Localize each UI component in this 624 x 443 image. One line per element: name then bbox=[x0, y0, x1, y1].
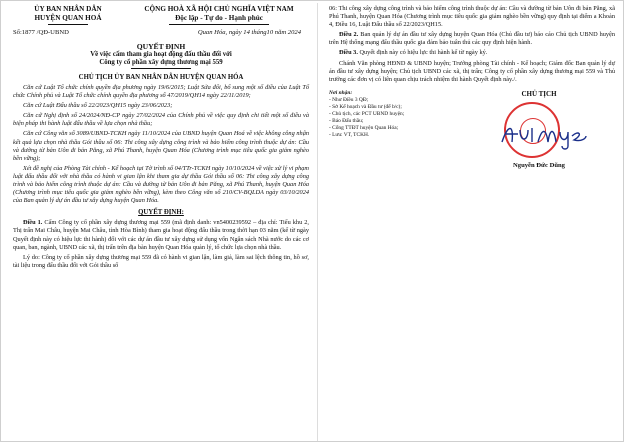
nation-line-2: Độc lập - Tự do - Hạnh phúc bbox=[175, 14, 263, 22]
article-1-text: Cấm Công ty cổ phần xây dựng thương mại 559 (mã định danh: vn5400239592 – địa chỉ: Tiểu khu 2, Thị trấn Mai Châu, huyện Mai Châu, tỉnh Hòa Bình) tham gia hoạt động đấu thầu trong thời hạn 03 năm (kể từ ngày Quyết định này có hiệu lực thi hành) đối với các dự án đầu tư xây dựng sử dụng vốn Ngân sách Nhà nước do các cơ quan, ban, ngành, UBND các xã, thị trấn trên địa bàn huyện Quan Hóa quản lý, tổ chức lựa chọn nhà thầu. bbox=[13, 219, 309, 251]
document-subtitle-2: Công ty cổ phần xây dựng thương mại 559 bbox=[99, 59, 223, 66]
recipients-header: Nơi nhận: bbox=[329, 89, 353, 96]
subtitle-underline bbox=[131, 68, 191, 69]
recipient-item: - Lưu: VT, TCKH. bbox=[329, 131, 370, 138]
signature-block bbox=[464, 90, 614, 169]
handwritten-signature bbox=[498, 120, 588, 150]
motto-underline bbox=[169, 24, 269, 25]
article-3-label: Điều 3. bbox=[339, 49, 358, 57]
recipients-list bbox=[329, 90, 464, 169]
article-1 bbox=[13, 219, 309, 251]
place-date: Quan Hóa, ngày 14 tháng10 năm 2024 bbox=[197, 29, 301, 36]
signer-name: Nguyễn Đức Dũng bbox=[513, 161, 565, 169]
legal-basis-1: Căn cứ Luật Tổ chức chính quyền địa phương ngày 19/6/2015; Luật Sửa đổi, bổ sung một số điều của Luật Tổ chức Chính phủ và Luật Tổ chức chính quyền địa phương số 47/2019/QH14 ngày 22/11/2019; bbox=[13, 84, 309, 100]
reason-paragraph: Lý do: Công ty cổ phần xây dựng thương mại 559 đã có hành vi gian lận, làm giả, làm sai lệch thông tin, hồ sơ, tài liệu trong đấu thầu đối với Gói thầu số bbox=[13, 253, 309, 269]
article-3 bbox=[329, 49, 615, 57]
legal-basis-2: Căn cứ Luật Đấu thầu số 22/2023/QH15 ngày 23/06/2023; bbox=[23, 102, 173, 110]
decision-heading: QUYẾT ĐỊNH: bbox=[138, 209, 184, 217]
article-2 bbox=[329, 31, 615, 47]
document-meta bbox=[13, 29, 309, 36]
continued-paragraph: 06: Thi công xây dựng công trình và bảo hiểm công trình thuộc dự án: Cầu và đường từ bản Uôn đi bản Păng, xã Phú Thanh, huyện Quan Hóa (Chương trình mục tiêu quốc gia giảm nghèo bền vững) quy định tại điểm a Khoản 4, Điều 16, Luật Đấu thầu số 22/2023/QH15. bbox=[329, 5, 615, 29]
document-subtitle-1: Về việc cấm tham gia hoạt động đấu thầu đối với bbox=[90, 51, 232, 58]
agency-line-1: ỦY BAN NHÂN DÂN bbox=[34, 5, 102, 13]
recipient-item: - Chủ tịch, các PCT UBND huyện; bbox=[329, 110, 405, 117]
legal-basis-4: Căn cứ Công văn số 3089/UBND-TCKH ngày 11/10/2024 của UBND huyện Quan Hoá về việc không công nhận kết quả lựa chọn nhà thầu Gói thầu số 06: Thi công xây dựng công trình và bảo hiểm công trình thuộc dự án: Cầu và đường từ bản Uôn đi bản Păng, xã Phú Thanh, huyện Quan Hóa (Chương trình mục tiêu quốc gia giảm nghèo bền vững); bbox=[13, 130, 309, 162]
article-3-text: Quyết định này có hiệu lực thi hành kể từ ngày ký. bbox=[357, 49, 488, 57]
document-footer bbox=[329, 90, 615, 169]
document-title: QUYẾT ĐỊNH bbox=[136, 42, 186, 51]
recipient-item: - Sở Kế hoạch và Đầu tư (để b/c); bbox=[329, 103, 402, 110]
issuing-agency bbox=[13, 5, 123, 25]
article-2-text: Ban quản lý dự án đầu tư xây dựng huyện Quan Hóa (Chủ đầu tư) báo cáo Chủ tịch UBND huyện trên Hệ thống mạng đấu thầu quốc gia đảm bảo tuân thủ các quy định hiện hành. bbox=[329, 31, 615, 47]
recipient-item: - Như Điều 3 QĐ; bbox=[329, 96, 369, 103]
agency-line-2: HUYỆN QUAN HOÁ bbox=[34, 14, 102, 22]
page-2 bbox=[321, 1, 621, 443]
page-divider bbox=[317, 3, 318, 441]
legal-basis-3: Căn cứ Nghị định số 24/2024/NĐ-CP ngày 27/02/2024 của Chính phủ về việc quy định chi tiết một số điều và biện pháp thi hành luật đấu thầu về lựa chọn nhà thầu; bbox=[13, 112, 309, 128]
article-1-label: Điều 1. bbox=[23, 219, 43, 227]
nation-line-1: CỘNG HOÀ XÃ HỘI CHỦ NGHĨA VIỆT NAM bbox=[144, 5, 294, 13]
national-motto bbox=[129, 5, 309, 25]
article-2-label: Điều 2. bbox=[339, 31, 359, 39]
issuer-heading: CHỦ TỊCH ỦY BAN NHÂN DÂN HUYỆN QUAN HÓA bbox=[78, 74, 244, 81]
document-number: Số:1877 /QĐ-UBND bbox=[13, 29, 69, 36]
page-1 bbox=[5, 1, 315, 443]
proposal-basis: Xét đề nghị của Phòng Tài chính - Kế hoạch tại Tờ trình số 04/TTr-TCKH ngày 10/10/2024 về việc xử lý vi phạm luật đấu thầu đối với nhà thầu có hành vi gian lận khi tham gia dự thầu Gói thầu số 06: Thi công xây dựng công trình và bảo hiểm công trình thuộc dự án: Cầu và đường từ bản Uôn đi bản Păng, xã Phú Thanh, huyện Quan Hóa (Chương trình mục tiêu quốc gia giảm nghèo bền vững), kèm theo Công văn số 210/CV-BQLDA ngày 03/10/2024 của Ban quản lý dự án đầu tư xây dựng huyện Quan Hóa. bbox=[13, 164, 309, 205]
signer-role: CHỦ TỊCH bbox=[521, 89, 557, 98]
execution-paragraph: Chánh Văn phòng HĐND & UBND huyện; Trưởng phòng Tài chính - Kế hoạch; Giám đốc Ban quản lý dự án đầu tư xây dựng huyện; Chủ tịch UBND các xã, thị trấn; Công ty cổ phần xây dựng thương mại 559 và Thủ trưởng các đơn vị có liên quan chịu trách nhiệm thi hành Quyết định này./. bbox=[329, 59, 615, 83]
recipient-item: - Cổng TTĐT huyện Quan Hóa; bbox=[329, 124, 399, 131]
recipient-item: - Báo Đấu thầu; bbox=[329, 117, 364, 124]
document-header bbox=[13, 5, 309, 25]
agency-underline bbox=[48, 24, 88, 25]
